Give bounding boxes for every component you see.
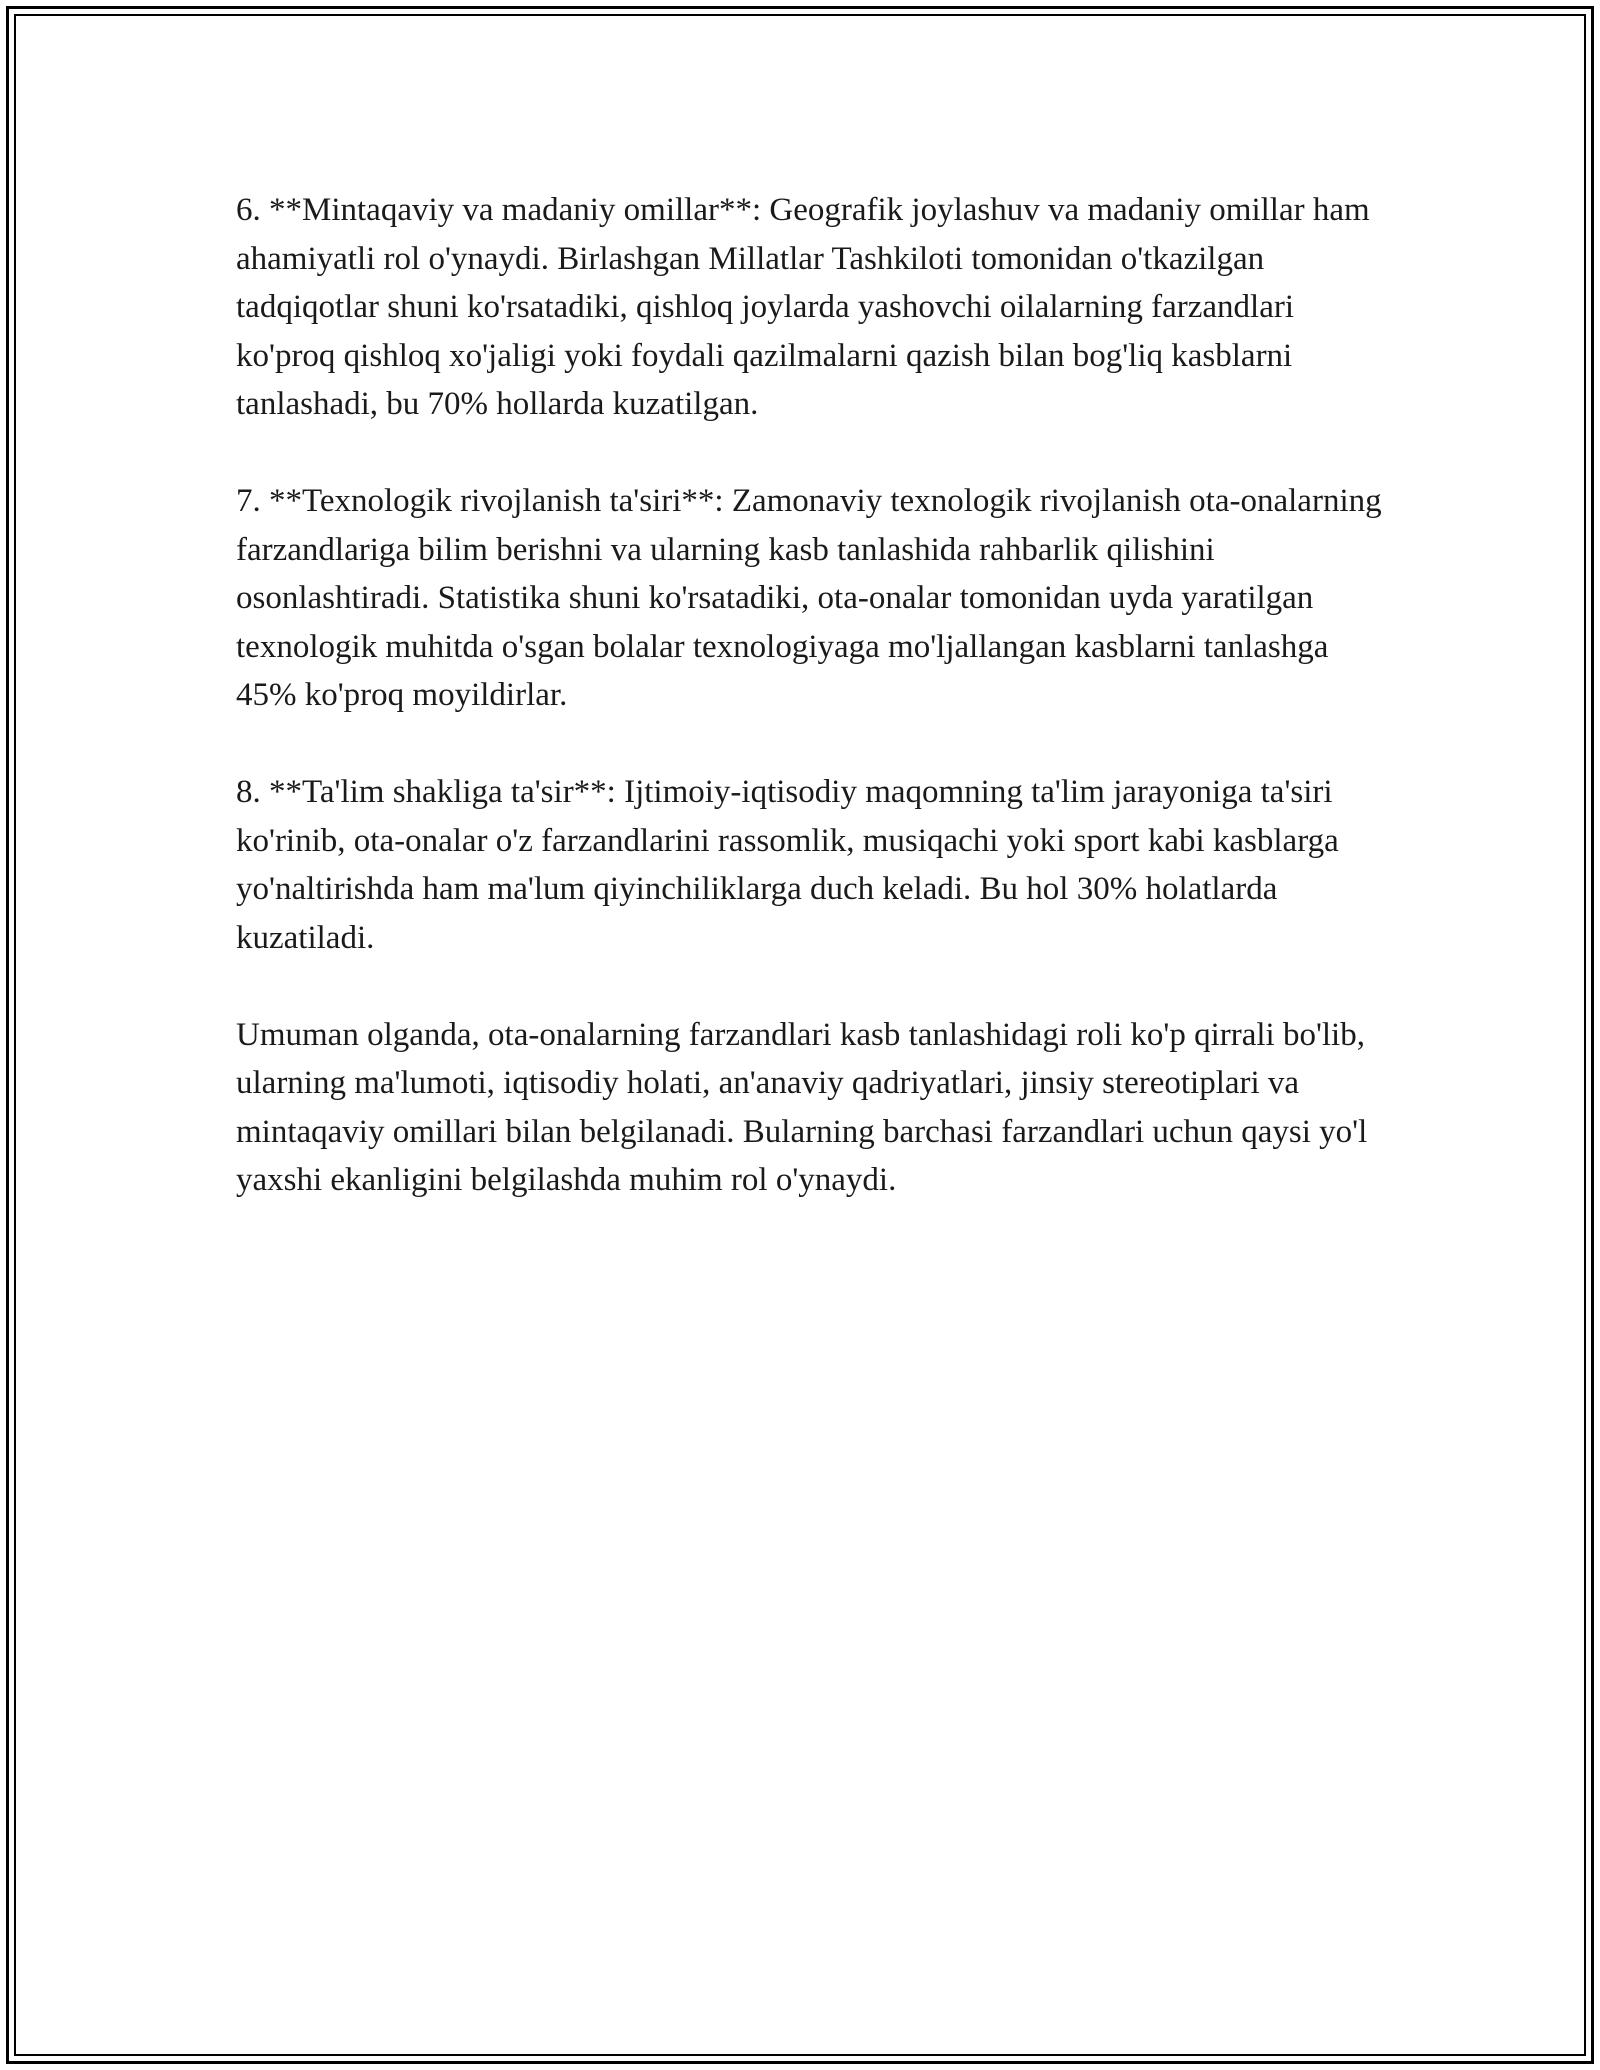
paragraph-conclusion: Umuman olganda, ota-onalarning farzandlari kasb tanlashidagi roli ko'p qirrali bo'lib, ularning ma'lumoti, iqtisodiy holati, an'anaviy qadriyatlari, jinsiy stereotiplari va mintaqaviy omillari bilan belgilanadi. Bularning barchasi farzandlari uchun qaysi yo'l yaxshi ekanligini belgilashda muhim rol o'ynaydi. <box>236 1016 1368 1198</box>
paragraph-technological-development: 7. **Texnologik rivojlanish ta'siri**: Zamonaviy texnologik rivojlanish ota-onalarning farzandlariga bilim berishni va ularning kasb tanlashida rahbarlik qilishini osonlashtiradi. Statistika shuni ko'rsatadiki, ota-onalar tomonidan uyda yaratilgan texnologik muhitda o'sgan bolalar texnologiyaga mo'ljallangan kasblarni tanlashga 45% ko'proq moyildirlar. <box>236 483 1382 713</box>
paragraph-regional-cultural-factors: 6. **Mintaqaviy va madaniy omillar**: Geografik joylashuv va madaniy omillar ham ahamiyatli rol o'ynaydi. Birlashgan Millatlar Tashkiloti tomonidan o'tkazilgan tadqiqotlar shuni ko'rsatadiki, qishloq joylarda yashovchi oilalarning farzandlari ko'proq qishloq xo'jaligi yoki foydali qazilmalarni qazish bilan bog'liq kasblarni tanlashadi, bu 70% hollarda kuzatilgan. <box>236 192 1370 422</box>
document-body <box>236 186 1386 1253</box>
paragraph-education-form-impact: 8. **Ta'lim shakliga ta'sir**: Ijtimoiy-iqtisodiy maqomning ta'lim jarayoniga ta'siri ko'rinib, ota-onalar o'z farzandlarini rassomlik, musiqachi yoki sport kabi kasblarga yo'naltirishda ham ma'lum qiyinchiliklarga duch keladi. Bu hol 30% holatlarda kuzatiladi. <box>236 774 1339 956</box>
